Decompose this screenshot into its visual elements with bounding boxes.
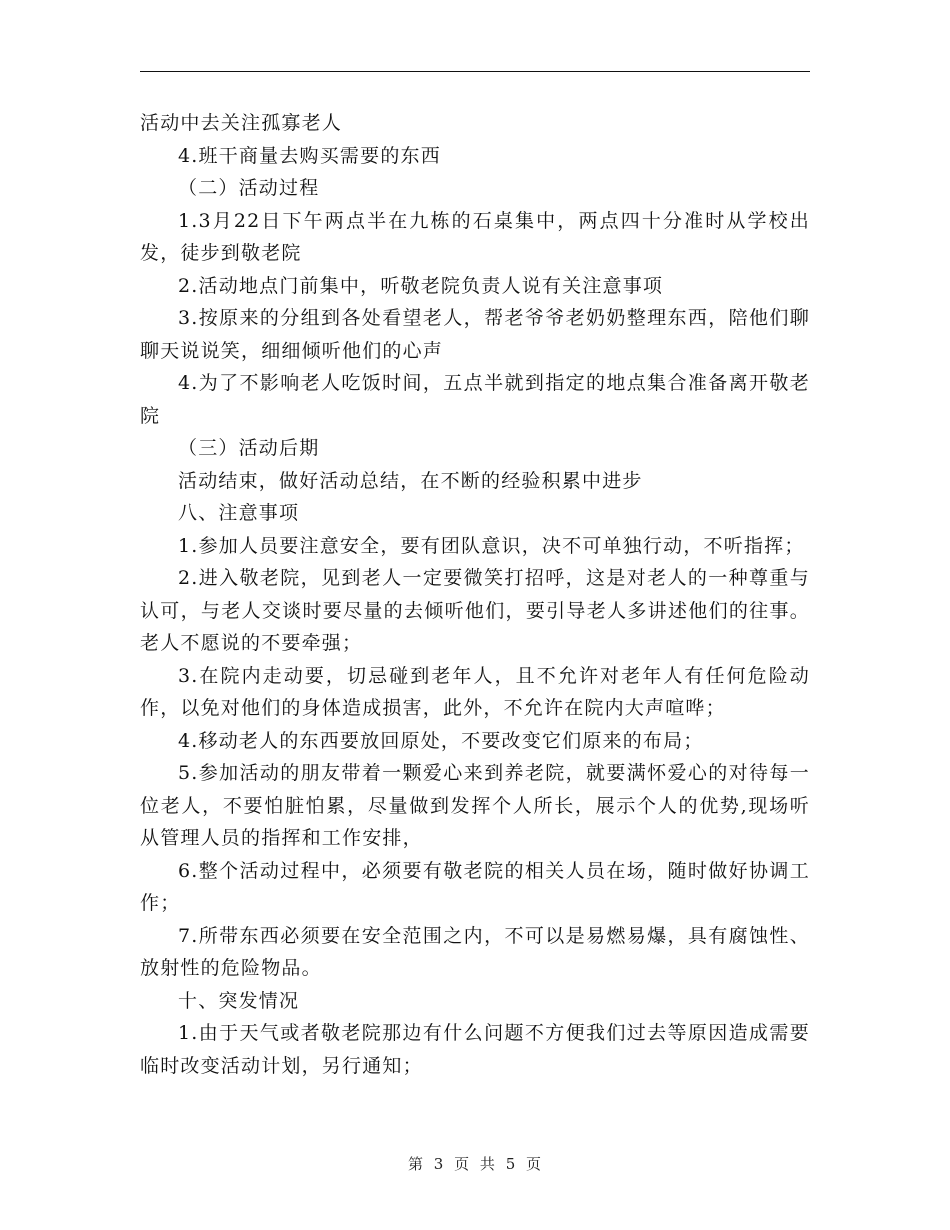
paragraph: 5.参加活动的朋友带着一颗爱心来到养老院，就要满怀爱心的对待每一位老人，不要怕脏怕累，尽量做到发挥个人所长，展示个人的优势,现场听从管理人员的指挥和工作安排， [140, 762, 810, 849]
paragraph: 活动结束，做好活动总结，在不断的经验积累中进步 [178, 469, 643, 492]
paragraph: （二）活动过程 [178, 177, 320, 199]
paragraph: 2.进入敬老院，见到老人一定要微笑打招呼，这是对老人的一种尊重与认可，与老人交谈时要尽量的去倾听他们，要引导老人多讲述他们的往事。老人不愿说的不要牵强； [140, 567, 810, 654]
footer-prefix: 第 [407, 1155, 424, 1173]
paragraph: 2.活动地点门前集中，听敬老院负责人说有关注意事项 [178, 274, 664, 297]
page-footer [0, 1153, 950, 1174]
paragraph: 十、突发情况 [178, 989, 300, 1012]
paragraph: 八、注意事项 [178, 502, 300, 524]
paragraph: 3.按原来的分组到各处看望老人，帮老爷爷老奶奶整理东西，陪他们聊聊天说说笑，细细倾听他们的心声 [140, 307, 810, 362]
footer-current-page: 3 [433, 1155, 445, 1173]
paragraph: 1.参加人员要注意安全，要有团队意识，决不可单独行动，不听指挥； [178, 534, 805, 557]
footer-total-label: 共 [479, 1155, 496, 1173]
paragraph: 4.为了不影响老人吃饭时间，五点半就到指定的地点集合准备离开敬老院 [140, 372, 810, 427]
paragraph: 4.班干商量去购买需要的东西 [178, 144, 441, 167]
paragraph: 7.所带东西必须要在安全范围之内，不可以是易燃易爆，具有腐蚀性、放射性的危险物品。 [140, 924, 810, 979]
footer-total-pages: 5 [505, 1155, 517, 1173]
paragraph: 1.3月22日下午两点半在九栋的石桌集中，两点四十分准时从学校出发，徒步到敬老院 [140, 209, 810, 264]
footer-page-unit: 页 [454, 1155, 471, 1173]
header-rule [140, 71, 810, 72]
paragraph: 1.由于天气或者敬老院那边有什么问题不方便我们过去等原因造成需要临时改变活动计划，另行通知； [140, 1022, 810, 1077]
footer-total-unit: 页 [526, 1155, 543, 1173]
paragraph: 活动中去关注孤寡老人 [140, 112, 343, 134]
paragraph: 6.整个活动过程中，必须要有敬老院的相关人员在场，随时做好协调工作； [140, 859, 810, 914]
paragraph: 3.在院内走动要，切忌碰到老年人，且不允许对老年人有任何危险动作，以免对他们的身体造成损害，此外，不允许在院内大声喧哗； [140, 664, 810, 719]
paragraph: （三）活动后期 [178, 437, 320, 459]
document-body [140, 107, 810, 1082]
paragraph: 4.移动老人的东西要放回原处，不要改变它们原来的布局； [178, 729, 704, 752]
